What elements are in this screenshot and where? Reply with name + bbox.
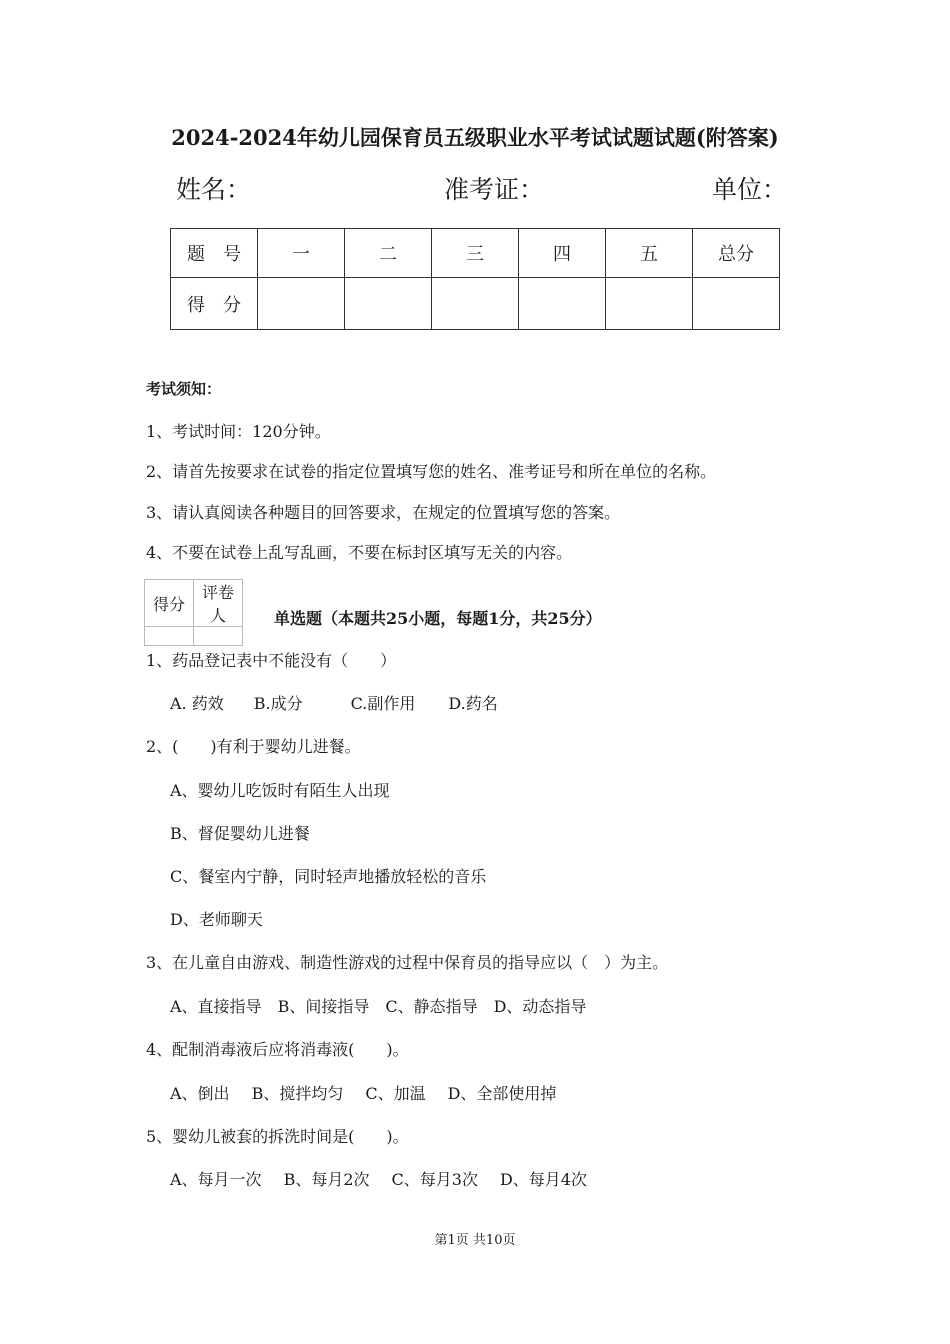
question-stem: 5、婴幼儿被套的拆洗时间是( )。 xyxy=(146,1127,409,1146)
grader-reviewer-label: 评卷人 xyxy=(194,580,243,627)
question-options xyxy=(170,1081,556,1104)
score-table-cell: 五 xyxy=(606,229,693,278)
score-entry-cell[interactable] xyxy=(345,278,432,330)
option[interactable]: B、督促婴幼儿进餐 xyxy=(170,824,310,843)
option[interactable]: D、动态指导 xyxy=(493,997,587,1016)
exam-id-field-label: 准考证： xyxy=(444,175,545,204)
option[interactable]: C、静态指导 xyxy=(385,997,478,1016)
notice-item: 1、考试时间：120分钟。 xyxy=(146,422,331,441)
score-entry-cell[interactable] xyxy=(606,278,693,330)
notice-item: 3、请认真阅读各种题目的回答要求，在规定的位置填写您的答案。 xyxy=(146,503,621,522)
option[interactable]: D、全部使用掉 xyxy=(447,1084,557,1103)
score-table-score-row xyxy=(171,278,780,330)
question-options xyxy=(170,994,586,1017)
section-title: 单选题（本题共25小题，每题1分，共25分） xyxy=(274,609,602,628)
option[interactable]: C、加温 xyxy=(365,1084,426,1103)
option[interactable]: B.成分 xyxy=(253,694,303,713)
question-options xyxy=(170,691,498,714)
document-title: 2024-2024年幼儿园保育员五级职业水平考试试题试题(附答案) xyxy=(171,125,779,150)
option[interactable]: B、搅拌均匀 xyxy=(251,1084,344,1103)
grader-reviewer-cell[interactable] xyxy=(194,627,243,646)
score-table-cell: 一 xyxy=(258,229,345,278)
question-stem: 4、配制消毒液后应将消毒液( )。 xyxy=(146,1040,409,1059)
option[interactable]: D.药名 xyxy=(448,694,498,713)
unit-field-label: 单位： xyxy=(712,175,788,204)
score-table-header-row xyxy=(171,229,780,278)
score-entry-cell[interactable] xyxy=(258,278,345,330)
notice-heading: 考试须知： xyxy=(146,380,222,398)
question-stem: 1、药品登记表中不能没有（ ） xyxy=(146,651,397,670)
grader-score-label: 得分 xyxy=(145,580,194,627)
score-table-cell: 总分 xyxy=(693,229,780,278)
question-options xyxy=(170,1167,587,1190)
option[interactable]: A、直接指导 xyxy=(170,997,262,1016)
notice-item: 4、不要在试卷上乱写乱画，不要在标封区填写无关的内容。 xyxy=(146,543,573,562)
question-stem: 3、在儿童自由游戏、制造性游戏的过程中保育员的指导应以（ ）为主。 xyxy=(146,953,669,972)
option[interactable]: D、每月4次 xyxy=(499,1170,587,1189)
option[interactable]: A. 药效 xyxy=(170,694,224,713)
score-table-cell: 四 xyxy=(519,229,606,278)
name-field-label: 姓名： xyxy=(176,175,252,204)
score-table-cell: 题 号 xyxy=(171,229,258,278)
score-entry-cell[interactable] xyxy=(693,278,780,330)
grader-score-cell[interactable] xyxy=(145,627,194,646)
score-table xyxy=(170,228,780,330)
option[interactable]: A、倒出 xyxy=(170,1084,230,1103)
page-footer: 第1页 共10页 xyxy=(434,1233,516,1248)
score-entry-cell[interactable] xyxy=(432,278,519,330)
score-table-cell: 得 分 xyxy=(171,278,258,330)
option[interactable]: A、婴幼儿吃饭时有陌生人出现 xyxy=(170,781,390,800)
option[interactable]: A、每月一次 xyxy=(170,1170,262,1189)
option[interactable]: C、每月3次 xyxy=(391,1170,478,1189)
option[interactable]: C.副作用 xyxy=(350,694,416,713)
score-entry-cell[interactable] xyxy=(519,278,606,330)
score-table-cell: 三 xyxy=(432,229,519,278)
option[interactable]: B、每月2次 xyxy=(283,1170,370,1189)
question-stem: 2、( )有利于婴幼儿进餐。 xyxy=(146,737,361,756)
notice-item: 2、请首先按要求在试卷的指定位置填写您的姓名、准考证号和所在单位的名称。 xyxy=(146,462,717,481)
score-table-cell: 二 xyxy=(345,229,432,278)
option[interactable]: D、老师聊天 xyxy=(170,910,263,929)
option[interactable]: B、间接指导 xyxy=(277,997,370,1016)
grader-box xyxy=(144,579,243,646)
option[interactable]: C、餐室内宁静，同时轻声地播放轻松的音乐 xyxy=(170,867,487,886)
